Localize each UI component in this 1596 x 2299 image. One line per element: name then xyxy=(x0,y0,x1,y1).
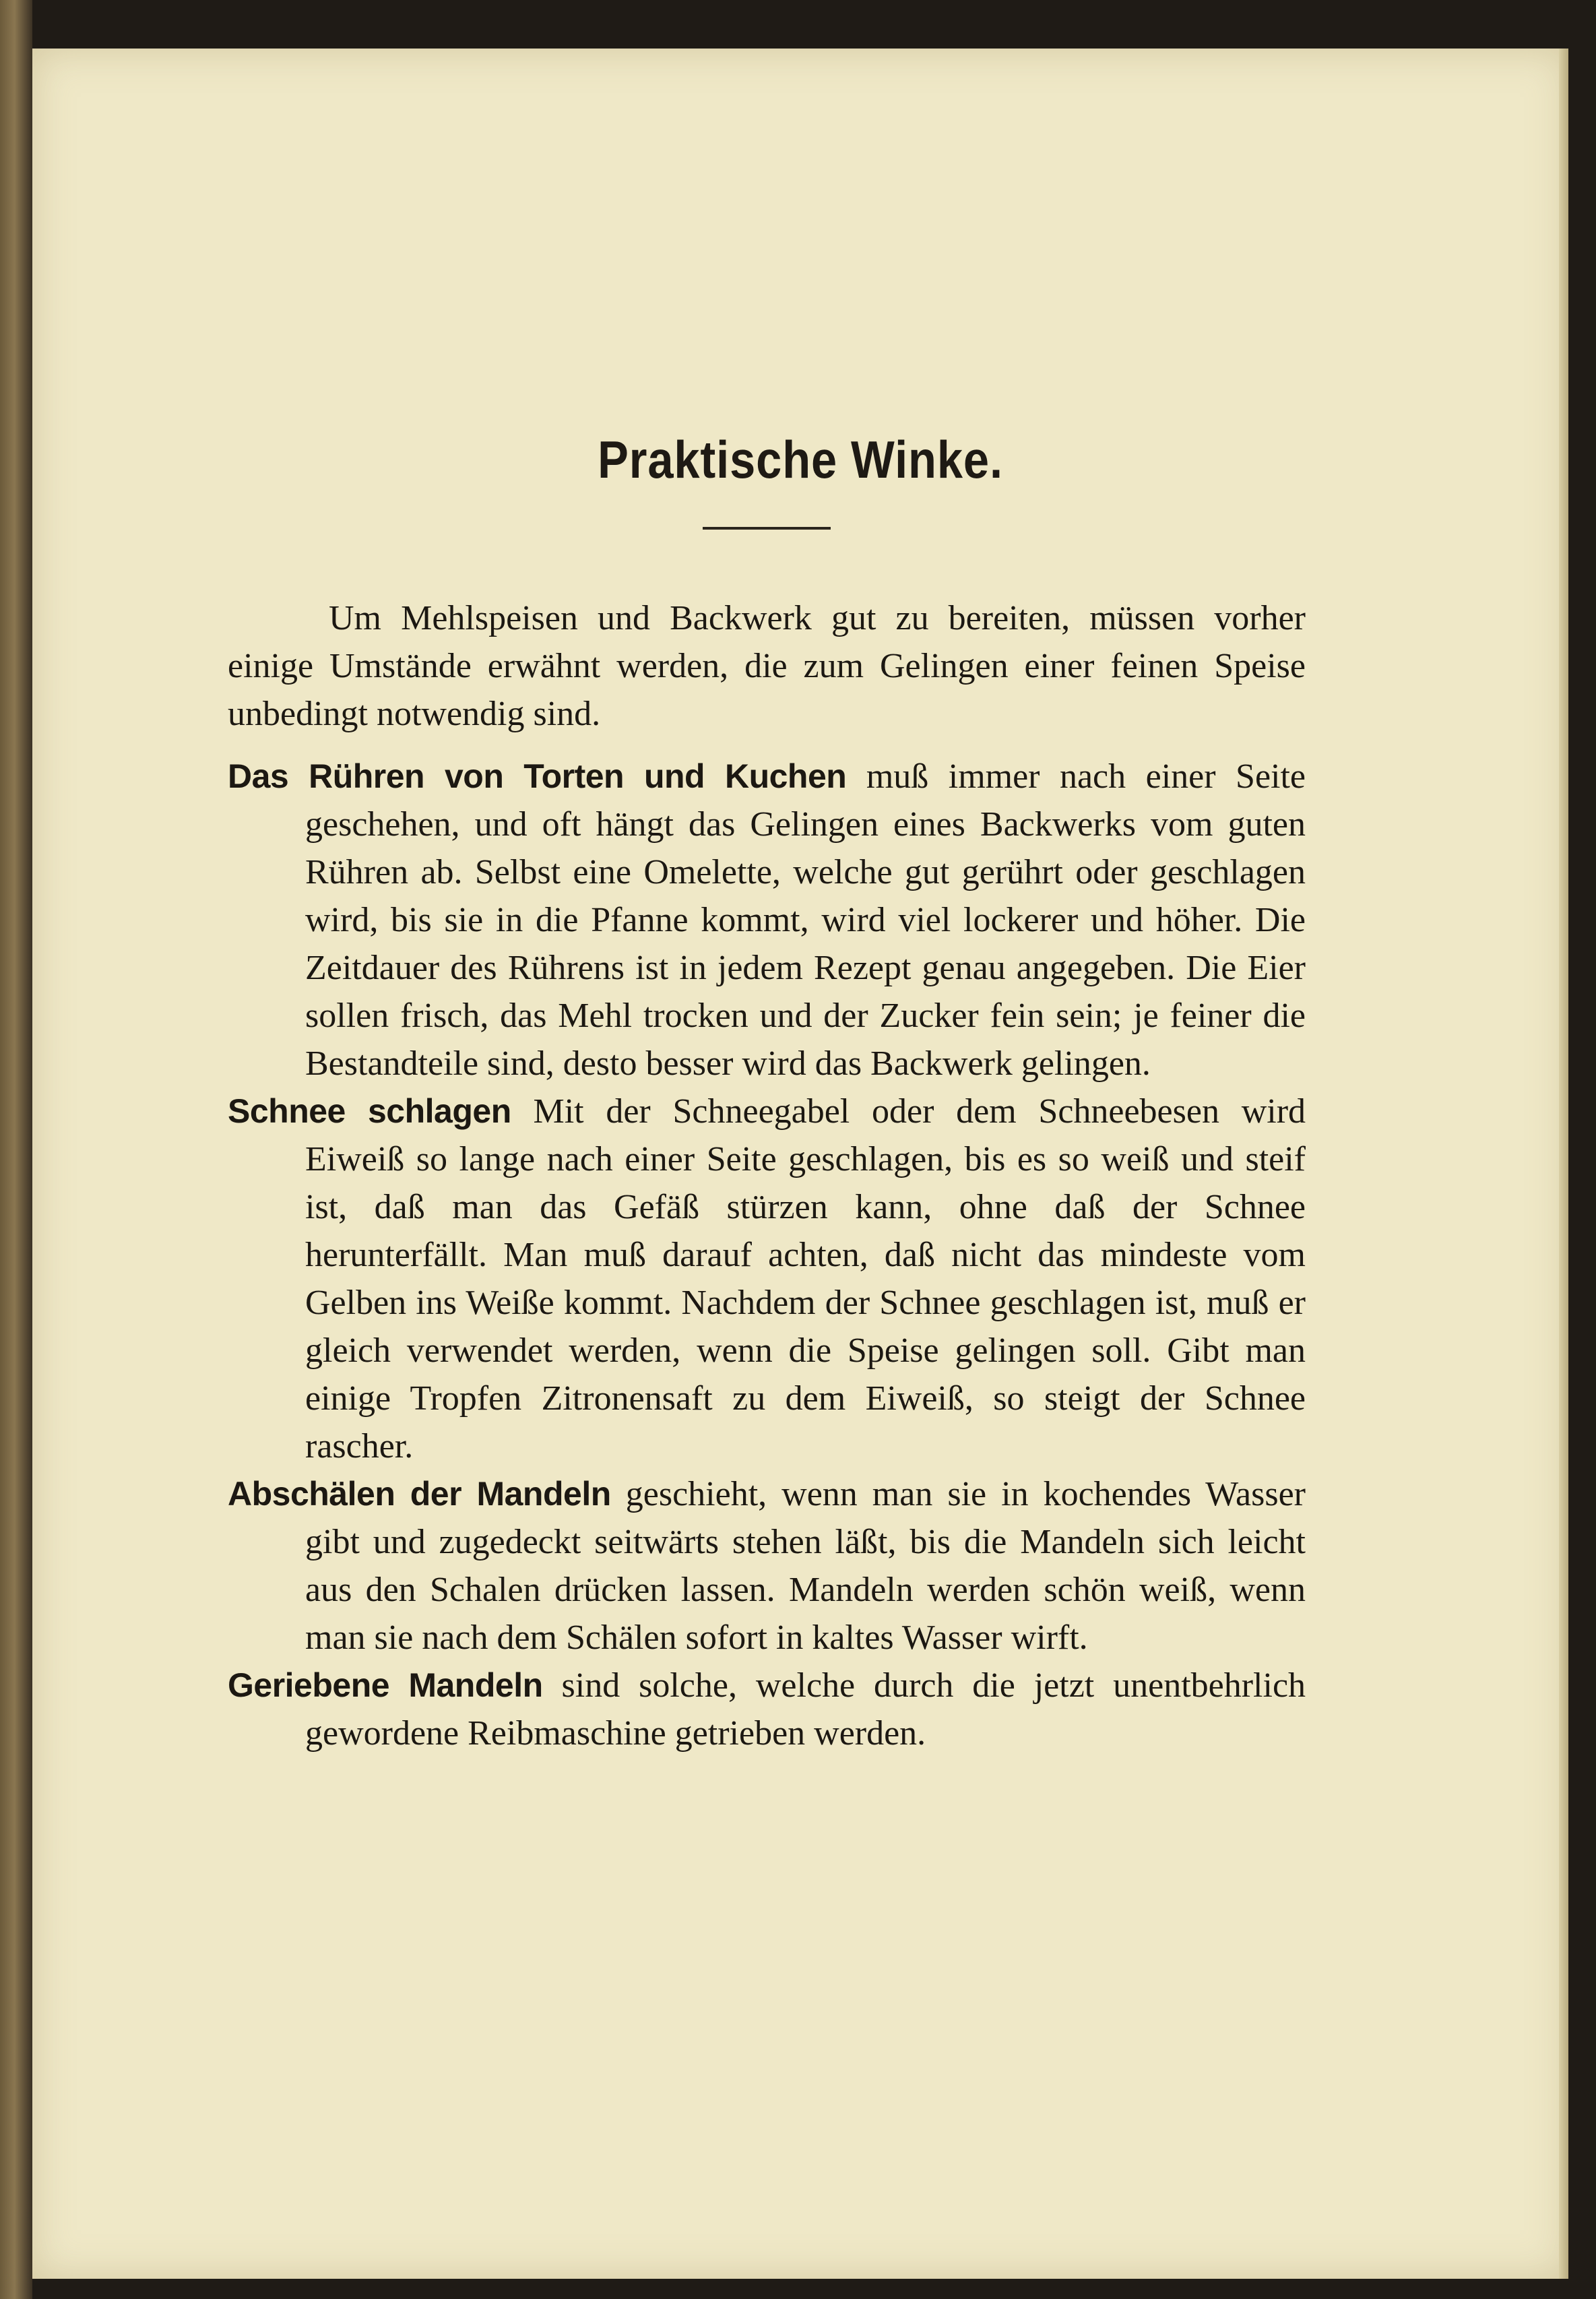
entry-term: Schnee schlagen xyxy=(228,1092,511,1130)
entry-abschaelen xyxy=(228,1470,1306,1662)
entry-ruehren xyxy=(228,753,1306,1088)
intro-paragraph: Um Mehlspeisen und Backwerk gut zu bereiten, müssen vorher einige Umstände erwähnt werden, die zum Gelingen einer feinen Speise unbedingt notwendig sind. xyxy=(228,599,1306,733)
entry-text: Mit der Schneegabel oder dem Schneebesen wird Eiweiß so lange nach einer Seite geschlagen, bis es so weiß und steif ist, daß man das Gefäß stürzen kann, ohne daß der Schnee herunterfällt. Man muß darauf achten, daß nicht das mindeste vom Gelben ins Weiße kommt. Nachdem der Schnee geschlagen ist, muß er gleich verwendet werden, wenn die Speise gelingen soll. Gibt man einige Tropfen Zitronensaft zu dem Eiweiß, so steigt der Schnee rascher. xyxy=(305,1092,1306,1466)
page-title: Praktische Winke. xyxy=(598,430,1003,489)
entry-text: geschieht, wenn man sie in kochendes Wasser gibt und zugedeckt seitwärts stehen läßt, bis die Mandeln sich leicht aus den Schalen drücken lassen. Mandeln werden schön weiß, wenn man sie nach dem Schälen sofort in kaltes Wasser wirft. xyxy=(305,1475,1306,1657)
body-text xyxy=(228,594,1306,1757)
entry-text: sind solche, welche durch die jetzt unentbehrlich gewordene Reibmaschine getrieben werden. xyxy=(305,1666,1306,1753)
entry-term: Das Rühren von Torten und Kuchen xyxy=(228,757,847,795)
entry-schnee xyxy=(228,1088,1306,1470)
entry-geriebene xyxy=(228,1662,1306,1757)
page-edge xyxy=(1559,49,1568,2279)
title-underline xyxy=(703,527,831,530)
entry-term: Abschälen der Mandeln xyxy=(228,1475,611,1513)
book-page xyxy=(32,49,1568,2279)
entry-text: muß immer nach einer Seite geschehen, und oft hängt das Gelingen eines Backwerks vom guten Rühren ab. Selbst eine Omelette, welche gut gerührt oder geschlagen wird, bis sie in die Pfanne kommt, wird viel lockerer und höher. Die Zeitdauer des Rührens ist in jedem Rezept genau angegeben. Die Eier sollen frisch, das Mehl trocken und der Zucker fein sein; je feiner die Bestandteile sind, desto besser wird das Backwerk gelingen. xyxy=(305,757,1306,1083)
book-spine xyxy=(0,0,32,2299)
entry-term: Geriebene Mandeln xyxy=(228,1666,543,1704)
